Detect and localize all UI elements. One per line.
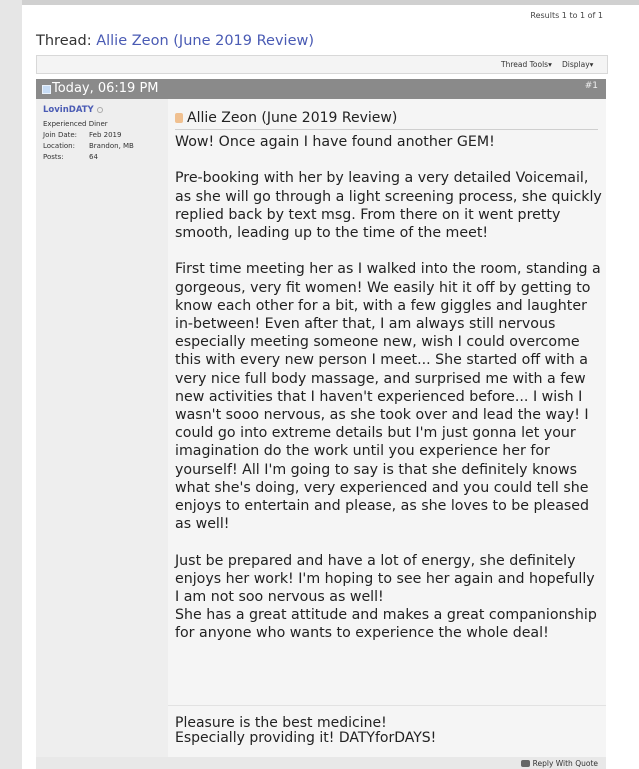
quote-bubble-icon <box>521 760 530 767</box>
post-title-text: Allie Zeon (June 2019 Review) <box>187 110 398 126</box>
thread-toolbar <box>36 55 608 74</box>
post-header <box>36 79 606 99</box>
signature-line: Especially providing it! DATYforDAYS! <box>175 730 437 746</box>
message-paragraph: Just be prepared and have a lot of energy, she definitely enjoys her work! I'm hoping to see her again and hopefully I am not soo nervous as well! She has a great attitude and makes a great companionship for anyone who wants to experience the whole deal! <box>175 552 597 642</box>
thumbs-up-icon <box>175 113 183 123</box>
posts-value: 64 <box>89 153 98 161</box>
join-date-label: Join Date: <box>43 131 78 139</box>
post-title <box>175 110 598 130</box>
user-info-panel <box>36 99 168 767</box>
message-paragraph: First time meeting her as I walked into the room, standing a gorgeous, very fit women! We easily hit it off by getting to know each other for a bit, with a few giggles and laughter in-between! Even after that, I am always still nervous especially meeting someone new, wish I could overcome this with every new person I meet... She started off with a very nice full body massage, and surprised me with a few new activities that I haven't experienced before... I wish I wasn't sooo nervous, as she took over and lead the way! I could go into extreme details but I'm just gonna let your imagination do the work until you experience her for yourself! All I'm going to say is that she definitely knows what she's doing, very experienced and you could tell she enjoys to entertain and please, as she loves to be pleased as well! <box>175 261 601 533</box>
thread-title <box>36 33 314 49</box>
reply-label: Reply With Quote <box>532 759 598 768</box>
reply-with-quote-button[interactable] <box>521 759 598 768</box>
username-text: LovinDATY <box>43 105 94 115</box>
username-link[interactable] <box>43 105 103 115</box>
page <box>22 0 639 769</box>
join-date-value: Feb 2019 <box>89 131 122 139</box>
thread-prefix: Thread: <box>36 33 92 49</box>
post-number-link[interactable]: #1 <box>584 81 598 91</box>
post-date: Today, 06:19 PM <box>52 81 159 96</box>
offline-status-icon <box>97 107 103 113</box>
thread-tools-menu[interactable]: Thread Tools▾ <box>501 60 552 69</box>
signature-divider <box>168 705 606 706</box>
post-icon <box>42 85 51 94</box>
post-message <box>175 133 603 661</box>
top-border <box>22 0 639 5</box>
display-menu[interactable]: Display▾ <box>562 60 594 69</box>
post-footer <box>36 757 606 769</box>
results-count: Results 1 to 1 of 1 <box>530 11 603 20</box>
location-field <box>43 142 168 150</box>
join-date-field <box>43 131 168 139</box>
signature <box>175 716 603 746</box>
posts-label: Posts: <box>43 153 64 161</box>
location-label: Location: <box>43 142 75 150</box>
message-paragraph: Pre-booking with her by leaving a very detailed Voicemail, as she will go through a light screening process, she quickly replied back by text msg. From there on it went pretty smooth, leading up to the time of the meet! <box>175 170 602 241</box>
post-content <box>168 99 606 767</box>
signature-line: Pleasure is the best medicine! <box>175 715 387 731</box>
user-title: Experienced Diner <box>43 120 108 128</box>
thread-title-link[interactable]: Allie Zeon (June 2019 Review) <box>96 33 315 49</box>
message-paragraph: Wow! Once again I have found another GEM! <box>175 134 495 150</box>
location-value: Brandon, MB <box>89 142 134 150</box>
posts-field <box>43 153 168 161</box>
